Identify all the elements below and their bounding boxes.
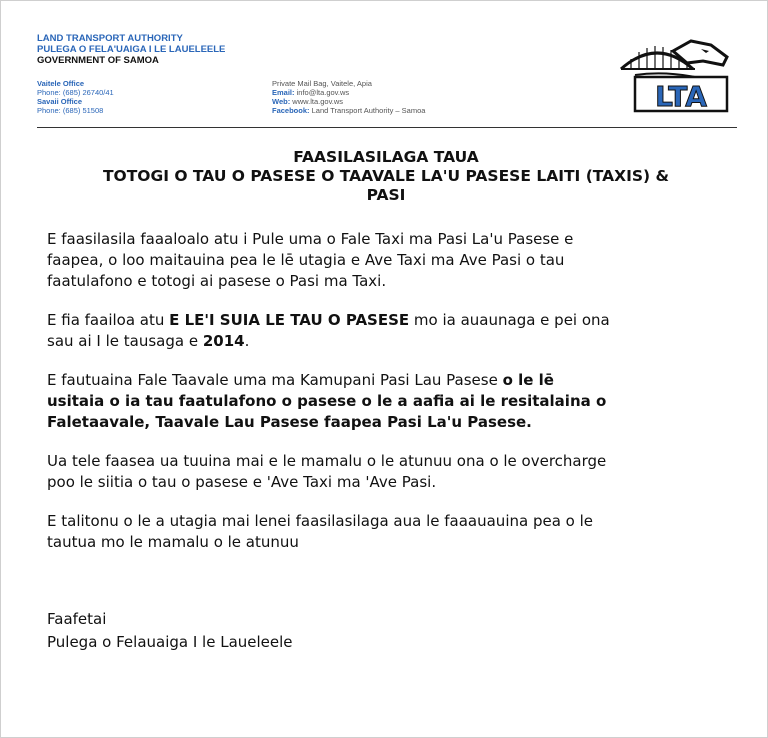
year-emphasis: 2014: [202, 332, 245, 350]
paragraph-5: E talitonu o le a utagia mai lenei faasilasilaga aua le faaauauina pea o le tautua mo le mamalu o le atunuu: [47, 512, 593, 551]
org-name-english: LAND TRANSPORT AUTHORITY: [37, 33, 183, 44]
signoff: [47, 608, 293, 654]
facebook-line: [272, 106, 425, 115]
paragraph-3: E fautuaina Fale Taavale uma ma Kamupani Pasi Lau Pasese o le lē usitaia o ia tau faatulafono o pasese o le a aafia ai le resitalaina o Faletaavale, Taavale Lau Pasese faapea Pasi La'u Pasese.: [47, 371, 607, 431]
savaii-phone: Phone: (685) 51508: [37, 106, 104, 115]
government-name: GOVERNMENT OF SAMOA: [37, 55, 159, 66]
notice-title: [30, 148, 742, 205]
paragraph-4: Ua tele faasea ua tuuina mai e le mamalu o le atunuu ona o le overcharge poo le siitia o tau o pasese e 'Ave Taxi ma 'Ave Pasi.: [47, 452, 607, 491]
web-line: [272, 97, 425, 106]
org-name-samoan: PULEGA O FELA'UAIGA I LE LAUELEELE: [37, 44, 226, 55]
office-contacts: [37, 79, 114, 115]
postal-online-contacts: [272, 79, 425, 115]
signoff-sender: Pulega o Felauaiga I le Laueleele: [47, 633, 293, 651]
facebook-link[interactable]: Land Transport Authority – Samoa: [311, 106, 426, 115]
web-link[interactable]: www.lta.gov.ws: [292, 97, 344, 106]
notice-body: [47, 229, 737, 571]
letterhead: [37, 33, 737, 128]
email-label: Email:: [272, 88, 295, 97]
fare-unchanged-emphasis: E LE'I SUIA LE TAU O PASESE: [169, 311, 410, 329]
title-line-3: PASI: [366, 186, 406, 204]
title-line-2: TOTOGI O TAU O PASESE O TAAVALE LA'U PASESE LAITI (TAXIS) &: [102, 167, 670, 185]
title-line-1: FAASILASILAGA TAUA: [293, 148, 479, 166]
mail-address: Private Mail Bag, Vaitele, Apia: [272, 79, 372, 88]
signoff-thanks: Faafetai: [47, 610, 107, 628]
web-label: Web:: [272, 97, 291, 106]
paragraph-2: E fia faailoa atu E LE'I SUIA LE TAU O PASESE mo ia auaunaga e pei ona sau ai I le tausaga e 2014.: [47, 311, 610, 350]
paragraph-1: E faasilasila faaaloalo atu i Pule uma o Fale Taxi ma Pasi La'u Pasese e faapea, o loo maitauina pea le lē utagia e Ave Taxi ma Ave Pasi o tau faatulafono e totogi ai pasese o Pasi ma Taxi.: [47, 230, 574, 290]
facebook-label: Facebook:: [272, 106, 310, 115]
header-divider: [37, 127, 737, 128]
savaii-office-label: Savaii Office: [37, 97, 83, 106]
logo-letters: LTA: [655, 80, 707, 113]
lta-logo: [617, 35, 737, 119]
vaitele-office-label: Vaitele Office: [37, 79, 85, 88]
vaitele-phone: Phone: (685) 26740/41: [37, 88, 114, 97]
email-line: [272, 88, 425, 97]
email-link[interactable]: info@lta.gov.ws: [296, 88, 350, 97]
